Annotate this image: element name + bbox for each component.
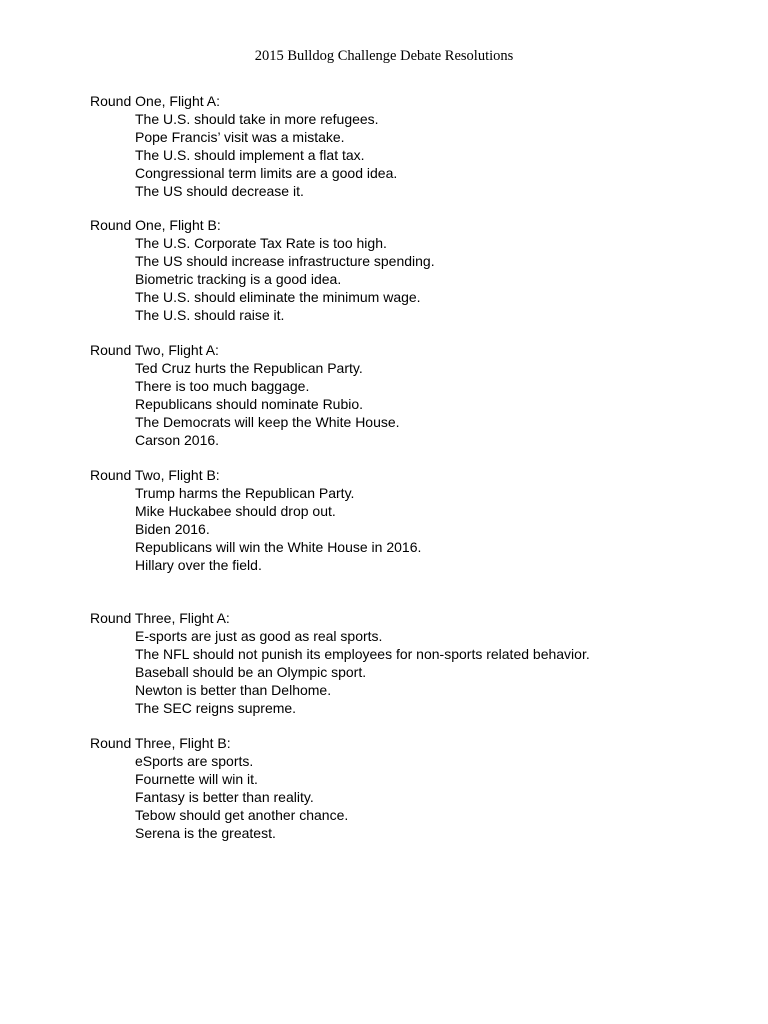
section-round-two-flight-b: [90, 467, 421, 574]
section-heading: Round One, Flight B:: [90, 217, 221, 233]
section-round-three-flight-b: [90, 735, 348, 842]
resolution-item: eSports are sports.: [135, 752, 254, 769]
resolution-item: Hillary over the field.: [135, 556, 262, 573]
resolution-item: Republicans should nominate Rubio.: [135, 395, 364, 412]
resolution-item: The U.S. should implement a flat tax.: [135, 146, 365, 163]
resolution-item: Biometric tracking is a good idea.: [135, 270, 342, 287]
resolution-list: [90, 485, 421, 575]
resolution-list: [90, 235, 435, 325]
resolution-item: Pope Francis’ visit was a mistake.: [135, 128, 345, 145]
resolution-item: Trump harms the Republican Party.: [135, 484, 355, 501]
resolution-list: [90, 628, 590, 718]
section-round-one-flight-a: [90, 93, 397, 200]
resolution-item: The SEC reigns supreme.: [135, 699, 297, 716]
section-round-three-flight-a: [90, 610, 590, 717]
resolution-item: The U.S. should raise it.: [135, 306, 285, 323]
resolution-item: E-sports are just as good as real sports.: [135, 627, 383, 644]
resolution-item: The NFL should not punish its employees for non-sports related behavior.: [135, 645, 590, 662]
resolution-item: There is too much baggage.: [135, 377, 310, 394]
section-heading: Round Three, Flight B:: [90, 735, 231, 751]
section-round-one-flight-b: [90, 217, 435, 324]
resolution-item: The U.S. Corporate Tax Rate is too high.: [135, 234, 387, 251]
resolution-item: Biden 2016.: [135, 520, 210, 537]
resolution-list: [90, 111, 397, 201]
section-heading: Round Two, Flight A:: [90, 342, 219, 358]
resolution-list: [90, 360, 400, 450]
resolution-item: The Democrats will keep the White House.: [135, 413, 400, 430]
section-heading: Round Two, Flight B:: [90, 467, 220, 483]
resolution-item: Newton is better than Delhome.: [135, 681, 332, 698]
resolution-item: Mike Huckabee should drop out.: [135, 502, 336, 519]
resolution-item: The US should decrease it.: [135, 182, 304, 199]
section-heading: Round Three, Flight A:: [90, 610, 230, 626]
resolution-item: Congressional term limits are a good idea.: [135, 164, 398, 181]
resolution-item: Ted Cruz hurts the Republican Party.: [135, 359, 363, 376]
resolution-item: Tebow should get another chance.: [135, 806, 349, 823]
resolution-item: The US should increase infrastructure spending.: [135, 252, 435, 269]
section-heading: Round One, Flight A:: [90, 93, 220, 109]
resolution-item: Fournette will win it.: [135, 770, 258, 787]
document-title: 2015 Bulldog Challenge Debate Resolutions: [254, 48, 514, 64]
resolution-item: Baseball should be an Olympic sport.: [135, 663, 367, 680]
resolution-item: Carson 2016.: [135, 431, 220, 448]
resolution-item: The U.S. should take in more refugees.: [135, 110, 379, 127]
section-round-two-flight-a: [90, 342, 400, 449]
resolution-item: Serena is the greatest.: [135, 824, 276, 841]
resolution-list: [90, 753, 348, 843]
resolution-item: The U.S. should eliminate the minimum wage.: [135, 288, 421, 305]
resolution-item: Fantasy is better than reality.: [135, 788, 314, 805]
resolution-item: Republicans will win the White House in 2016.: [135, 538, 422, 555]
